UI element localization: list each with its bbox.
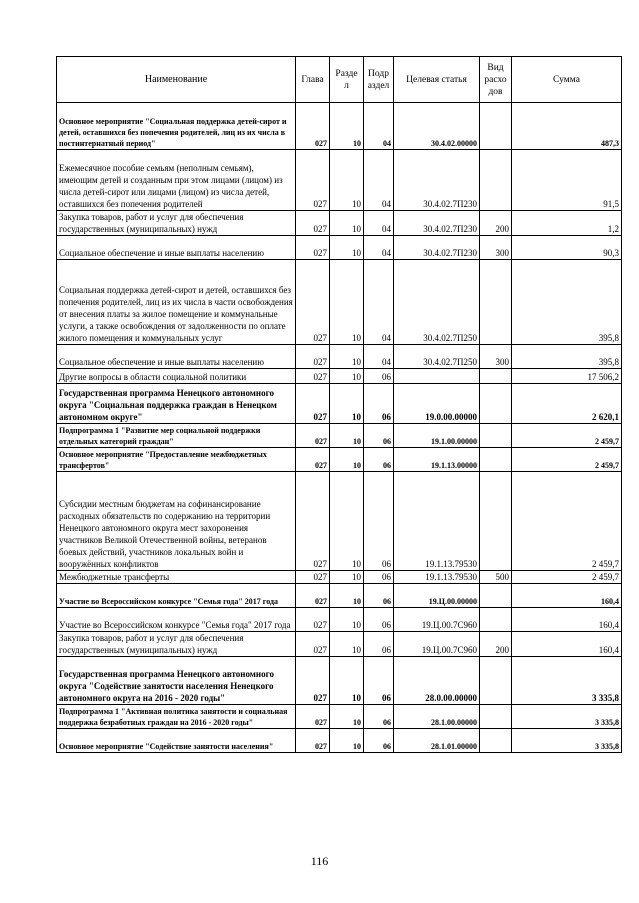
row-chapter: 027 <box>296 369 330 384</box>
table-row <box>57 729 622 753</box>
row-subsection: 06 <box>364 448 394 472</box>
row-target: 19.1.13.79530 <box>394 571 480 584</box>
row-amount: 160,4 <box>512 608 622 632</box>
row-target: 19.1.00.00000 <box>394 424 480 448</box>
row-section: 10 <box>330 103 364 150</box>
header-subsection: Подр аздел <box>364 57 394 103</box>
row-name: Основное мероприятие "Предоставление межбюджетных трансфертов" <box>57 448 296 472</box>
row-name: Закупка товаров, работ и услуг для обеспечения государственных (муниципальных) нужд <box>57 632 296 657</box>
row-chapter: 027 <box>296 236 330 260</box>
row-section: 10 <box>330 384 364 424</box>
row-subsection: 04 <box>364 260 394 345</box>
row-subsection: 06 <box>364 369 394 384</box>
row-amount: 2 459,7 <box>512 571 622 584</box>
table-row <box>57 608 622 632</box>
row-expense-type: 200 <box>480 632 512 657</box>
row-chapter: 027 <box>296 729 330 753</box>
row-expense-type <box>480 705 512 729</box>
row-chapter: 027 <box>296 424 330 448</box>
row-section: 10 <box>330 448 364 472</box>
row-chapter: 027 <box>296 345 330 369</box>
row-subsection: 06 <box>364 584 394 608</box>
table-row <box>57 211 622 236</box>
row-amount: 2 459,7 <box>512 448 622 472</box>
table-row <box>57 369 622 384</box>
row-name: Участие во Всероссийском конкурсе "Семья года" 2017 года <box>57 584 296 608</box>
row-amount: 91,5 <box>512 150 622 211</box>
header-row <box>57 57 622 103</box>
row-expense-type <box>480 260 512 345</box>
row-section: 10 <box>330 424 364 448</box>
row-section: 10 <box>330 632 364 657</box>
row-expense-type <box>480 384 512 424</box>
row-expense-type <box>480 448 512 472</box>
row-target: 30.4.02.00000 <box>394 103 480 150</box>
header-expense-type: Вид расхо дов <box>480 57 512 103</box>
row-expense-type <box>480 657 512 705</box>
row-section: 10 <box>330 369 364 384</box>
row-chapter: 027 <box>296 571 330 584</box>
row-chapter: 027 <box>296 472 330 571</box>
row-subsection: 04 <box>364 345 394 369</box>
row-amount: 395,8 <box>512 260 622 345</box>
row-target: 28.0.00.00000 <box>394 657 480 705</box>
row-chapter: 027 <box>296 608 330 632</box>
row-amount: 487,3 <box>512 103 622 150</box>
table-row <box>57 260 622 345</box>
row-target: 19.Ц.00.7С960 <box>394 608 480 632</box>
row-name: Государственная программа Ненецкого автономного округа "Содействие занятости населения Ненецкого автономного округа на 2016 - 2020 годы" <box>57 657 296 705</box>
row-expense-type <box>480 424 512 448</box>
row-chapter: 027 <box>296 150 330 211</box>
row-target: 30.4.02.7П250 <box>394 260 480 345</box>
row-subsection: 06 <box>364 657 394 705</box>
header-section: Разде л <box>330 57 364 103</box>
table-row <box>57 472 622 571</box>
table-row <box>57 150 622 211</box>
row-target: 28.1.01.00000 <box>394 729 480 753</box>
row-section: 10 <box>330 236 364 260</box>
table-row <box>57 424 622 448</box>
row-target: 30.4.02.7П230 <box>394 150 480 211</box>
table-row <box>57 571 622 584</box>
row-subsection: 06 <box>364 424 394 448</box>
header-name: Наименование <box>57 57 296 103</box>
row-amount: 2 620,1 <box>512 384 622 424</box>
table-row <box>57 345 622 369</box>
row-amount: 160,4 <box>512 584 622 608</box>
row-section: 10 <box>330 729 364 753</box>
row-target: 19.0.00.00000 <box>394 384 480 424</box>
row-expense-type <box>480 150 512 211</box>
row-amount: 17 506,2 <box>512 369 622 384</box>
table-row <box>57 448 622 472</box>
row-subsection: 04 <box>364 236 394 260</box>
row-expense-type: 200 <box>480 211 512 236</box>
table-row <box>57 384 622 424</box>
row-name: Социальное обеспечение и иные выплаты населению <box>57 236 296 260</box>
row-name: Основное мероприятие "Социальная поддержка детей-сирот и детей, оставшихся без попечения родителей, лиц из их числа в постинтернатный период" <box>57 103 296 150</box>
row-name: Подпрограмма 1 "Активная политика занятости и социальная поддержка безработных граждан на 2016 - 2020 годы" <box>57 705 296 729</box>
row-chapter: 027 <box>296 384 330 424</box>
row-expense-type <box>480 369 512 384</box>
row-subsection: 06 <box>364 632 394 657</box>
row-target: 19.Ц.00.00000 <box>394 584 480 608</box>
row-section: 10 <box>330 211 364 236</box>
row-amount: 395,8 <box>512 345 622 369</box>
header-amount: Сумма <box>512 57 622 103</box>
header-chapter: Глава <box>296 57 330 103</box>
row-amount: 3 335,8 <box>512 657 622 705</box>
row-chapter: 027 <box>296 705 330 729</box>
row-target: 30.4.02.7П230 <box>394 236 480 260</box>
row-target: 19.1.13.79530 <box>394 472 480 571</box>
row-section: 10 <box>330 608 364 632</box>
row-name: Подпрограмма 1 "Развитие мер социальной поддержки отдельных категорий граждан" <box>57 424 296 448</box>
row-section: 10 <box>330 571 364 584</box>
row-expense-type <box>480 584 512 608</box>
row-subsection: 04 <box>364 103 394 150</box>
page-number: 116 <box>310 854 329 868</box>
row-subsection: 06 <box>364 705 394 729</box>
row-expense-type <box>480 729 512 753</box>
row-section: 10 <box>330 260 364 345</box>
row-name: Государственная программа Ненецкого автономного округа "Социальная поддержка граждан в Ненецком автономном округе" <box>57 384 296 424</box>
row-subsection: 06 <box>364 571 394 584</box>
table-row <box>57 657 622 705</box>
row-name: Участие во Всероссийском конкурсе "Семья года" 2017 года <box>57 608 296 632</box>
row-amount: 3 335,8 <box>512 705 622 729</box>
row-target <box>394 369 480 384</box>
row-subsection: 06 <box>364 472 394 571</box>
row-expense-type: 300 <box>480 236 512 260</box>
table-row <box>57 632 622 657</box>
row-section: 10 <box>330 472 364 571</box>
row-subsection: 06 <box>364 384 394 424</box>
row-expense-type <box>480 608 512 632</box>
row-amount: 90,3 <box>512 236 622 260</box>
row-target: 19.Ц.00.7С960 <box>394 632 480 657</box>
row-target: 30.4.02.7П250 <box>394 345 480 369</box>
row-expense-type: 500 <box>480 571 512 584</box>
row-subsection: 04 <box>364 211 394 236</box>
row-target: 19.1.13.00000 <box>394 448 480 472</box>
row-chapter: 027 <box>296 211 330 236</box>
table-row <box>57 103 622 150</box>
row-chapter: 027 <box>296 657 330 705</box>
row-target: 28.1.00.00000 <box>394 705 480 729</box>
table-row <box>57 584 622 608</box>
row-name: Межбюджетные трансферты <box>57 571 296 584</box>
header-target: Целевая статья <box>394 57 480 103</box>
row-amount: 1,2 <box>512 211 622 236</box>
row-amount: 2 459,7 <box>512 472 622 571</box>
row-subsection: 06 <box>364 608 394 632</box>
row-expense-type <box>480 472 512 571</box>
row-name: Ежемесячное пособие семьям (неполным семьям), имеющим детей и созданным при этом лицами (лицом) из числа детей-сирот или лицами (лицом) из числа детей, оставшихся без попечения родителей <box>57 150 296 211</box>
row-section: 10 <box>330 657 364 705</box>
table-row <box>57 236 622 260</box>
row-name: Закупка товаров, работ и услуг для обеспечения государственных (муниципальных) нужд <box>57 211 296 236</box>
budget-table <box>56 56 622 753</box>
row-amount: 160,4 <box>512 632 622 657</box>
row-name: Другие вопросы в области социальной политики <box>57 369 296 384</box>
table-row <box>57 705 622 729</box>
row-chapter: 027 <box>296 260 330 345</box>
row-amount: 3 335,8 <box>512 729 622 753</box>
row-section: 10 <box>330 584 364 608</box>
row-subsection: 06 <box>364 729 394 753</box>
row-name: Социальная поддержка детей-сирот и детей, оставшихся без попечения родителей, лиц из их числа в части освобождения от внесения платы за жилое помещение и коммунальные услуги, а также освобождения от задолженности по оплате жилого помещения и коммунальных услуг <box>57 260 296 345</box>
row-name: Социальное обеспечение и иные выплаты населению <box>57 345 296 369</box>
row-expense-type: 300 <box>480 345 512 369</box>
row-subsection: 04 <box>364 150 394 211</box>
row-name: Субсидии местным бюджетам на софинансирование расходных обязательств по содержанию на территории Ненецкого автономного округа мест захоронения участников Великой Отечественной войны, ветеранов боевых действий, участников локальных войн и вооружённых конфликтов <box>57 472 296 571</box>
table-body <box>57 103 622 753</box>
row-target: 30.4.02.7П230 <box>394 211 480 236</box>
row-chapter: 027 <box>296 448 330 472</box>
row-section: 10 <box>330 705 364 729</box>
row-chapter: 027 <box>296 584 330 608</box>
row-chapter: 027 <box>296 632 330 657</box>
row-expense-type <box>480 103 512 150</box>
row-chapter: 027 <box>296 103 330 150</box>
row-section: 10 <box>330 150 364 211</box>
row-amount: 2 459,7 <box>512 424 622 448</box>
row-section: 10 <box>330 345 364 369</box>
row-name: Основное мероприятие "Содействие занятости населения" <box>57 729 296 753</box>
